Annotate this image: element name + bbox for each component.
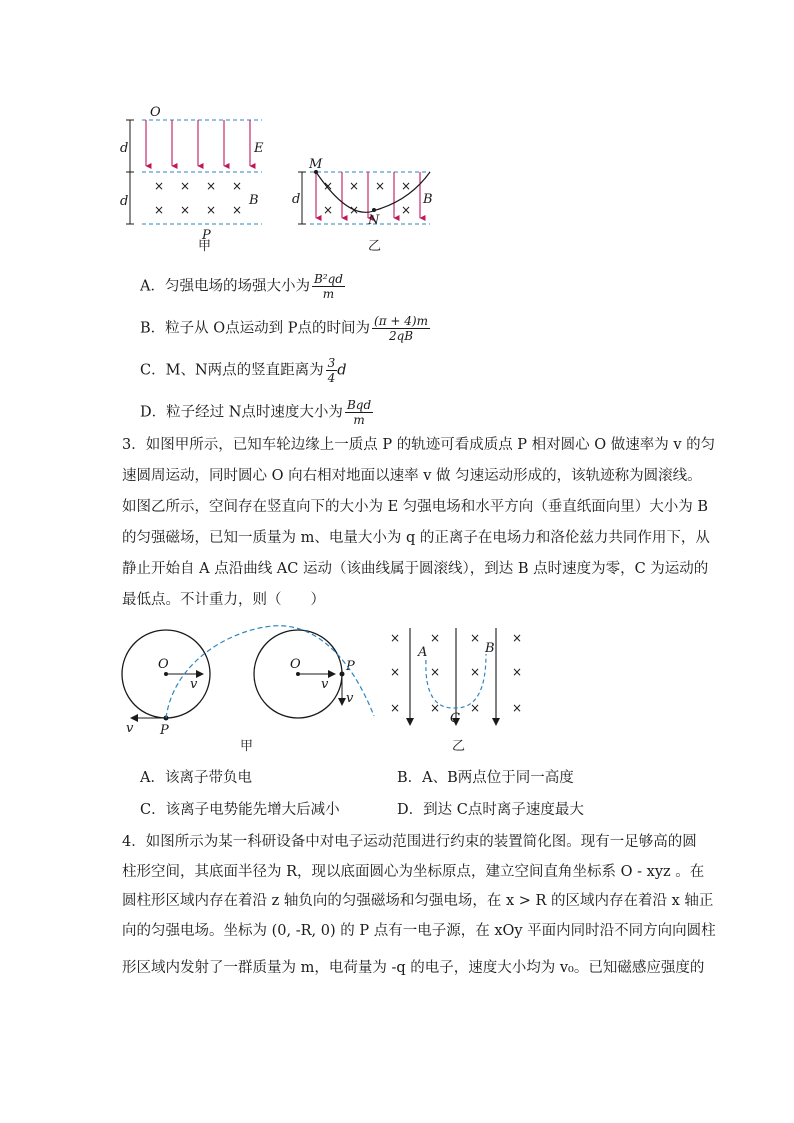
svg-text:×: × — [349, 203, 360, 217]
label-v: v — [346, 691, 354, 706]
label-P: P — [346, 659, 355, 674]
svg-text:×: × — [323, 179, 334, 193]
svg-text:×: × — [430, 701, 441, 715]
label-A: A — [418, 645, 428, 660]
svg-text:×: × — [512, 665, 523, 679]
svg-text:×: × — [180, 179, 191, 193]
caption-jia: 甲 — [240, 739, 254, 754]
diagram-jia-wheels — [122, 626, 374, 754]
label-B: B — [249, 193, 259, 208]
svg-text:×: × — [512, 701, 523, 715]
q2-option-c[interactable]: C．M、N两点的竖直距离为 $\frac{3}{4}$ d — [140, 356, 347, 385]
label-v: v — [321, 677, 329, 692]
q2-option-a[interactable]: A．匀强电场的场强大小为 $\frac{\text{B²qd}}{m}$ — [140, 272, 343, 301]
svg-text:×: × — [180, 203, 191, 217]
label-P: P — [202, 228, 211, 243]
svg-text:×: × — [375, 179, 386, 193]
label-v: v — [126, 721, 134, 736]
svg-text:×: × — [154, 203, 165, 217]
q4-stem: 4．如图所示为某一科研设备中对电子运动范围进行约束的装置简化图。现有一足够高的圆 柱形空间，其底面半径为 R，现以底面圆心为坐标原点，建立空间直角坐标系 O - xyz 。在 圆柱形区域内存在着沿 z 轴负向的匀强磁场和匀强电场，在 x > R 的区域内存在着沿 x 轴正 向的匀强电场。坐标为 (0, -R, 0) 的 P 点有一电子源，在 xOy 平面内同时沿不同方向向圆柱 形区域内发射了一群质量为 m，电荷量为 -q 的电子，速度大小均为 v₀。已知磁感应强度的 — [122, 834, 716, 976]
caption-yi: 乙 — [368, 239, 382, 254]
svg-text:×: × — [401, 179, 412, 193]
svg-text:×: × — [390, 701, 401, 715]
svg-text:×: × — [470, 665, 481, 679]
fraction: $\frac{\text{B²qd}}{m}$ — [313, 272, 343, 301]
label-O: O — [158, 657, 169, 672]
label-C: C — [450, 711, 460, 726]
fraction: $\frac{\text{Bqd}}{m}$ — [346, 398, 372, 427]
svg-text:×: × — [430, 665, 441, 679]
svg-text:×: × — [470, 631, 481, 645]
svg-text:×: × — [470, 701, 481, 715]
diagram-yi-field — [390, 628, 522, 754]
svg-text:×: × — [430, 631, 441, 645]
figure-cycloid — [112, 620, 542, 760]
svg-text:×: × — [206, 203, 217, 217]
q3-stem: 3．如图甲所示，已知车轮边缘上一质点 P 的轨迹可看成质点 P 相对圆心 O 做速率为 v 的匀 速圆周运动，同时圆心 O 向右相对地面以速率 v 做 匀速运动形成的，该轨迹称为圆滚线。 如图乙所示，空间存在竖直向下的大小为 E 匀强电场和水平方向（垂直纸面向里）大小为 B 的匀强磁场，已知一质量为 m、电量大小为 q 的正离子在电场力和洛伦兹力共同作用下，从 静止开始自 A 点沿曲线 AC 运动（该曲线属于圆滚线），到达 B 点时速度为零，C 为运动的 最低点。不计重力，则（ ） — [122, 437, 716, 608]
svg-text:×: × — [401, 203, 412, 217]
svg-text:×: × — [154, 179, 165, 193]
svg-text:×: × — [232, 203, 243, 217]
q3-option-c[interactable]: C．该离子电势能先增大后减小 — [140, 802, 340, 818]
svg-text:×: × — [349, 179, 360, 193]
svg-text:×: × — [206, 179, 217, 193]
caption-yi: 乙 — [452, 739, 466, 754]
label-B: B — [485, 641, 495, 656]
label-E: E — [254, 141, 264, 156]
q3-option-d[interactable]: D．到达 C点时离子速度最大 — [397, 802, 584, 818]
label-d-upper: d — [120, 141, 129, 156]
figure-field-diagrams — [110, 100, 450, 260]
svg-text:×: × — [390, 631, 401, 645]
label-P: P — [160, 723, 169, 738]
label-O: O — [150, 105, 161, 120]
q2-option-d[interactable]: D．粒子经过 N点时速度大小为 $\frac{\text{Bqd}}{m}$ — [140, 398, 372, 427]
label-N: N — [368, 213, 380, 228]
fraction: $\frac{(\pi + 4)m}{2qB}$ — [374, 314, 428, 343]
magnetic-field-crosses — [154, 179, 242, 217]
q3-option-a[interactable]: A．该离子带负电 — [140, 770, 252, 786]
magnetic-field-crosses — [323, 179, 411, 217]
svg-text:×: × — [512, 631, 523, 645]
label-M: M — [309, 157, 323, 172]
diagram-yi — [292, 157, 433, 254]
q2-option-b[interactable]: B．粒子从 O点运动到 P点的时间为 $\frac{(\pi + 4)m}{2qB}$ — [140, 314, 428, 343]
label-O: O — [290, 657, 301, 672]
label-d: d — [292, 192, 301, 207]
svg-text:×: × — [323, 203, 334, 217]
q3-option-b[interactable]: B．A、B两点位于同一高度 — [397, 770, 574, 786]
fraction: $\frac{3}{4}$ — [327, 356, 336, 385]
label-v: v — [190, 677, 198, 692]
svg-text:×: × — [390, 665, 401, 679]
label-d-lower: d — [120, 194, 129, 209]
label-B: B — [423, 192, 433, 207]
diagram-jia — [120, 105, 264, 254]
caption-jia: 甲 — [198, 239, 212, 254]
svg-text:×: × — [232, 179, 243, 193]
